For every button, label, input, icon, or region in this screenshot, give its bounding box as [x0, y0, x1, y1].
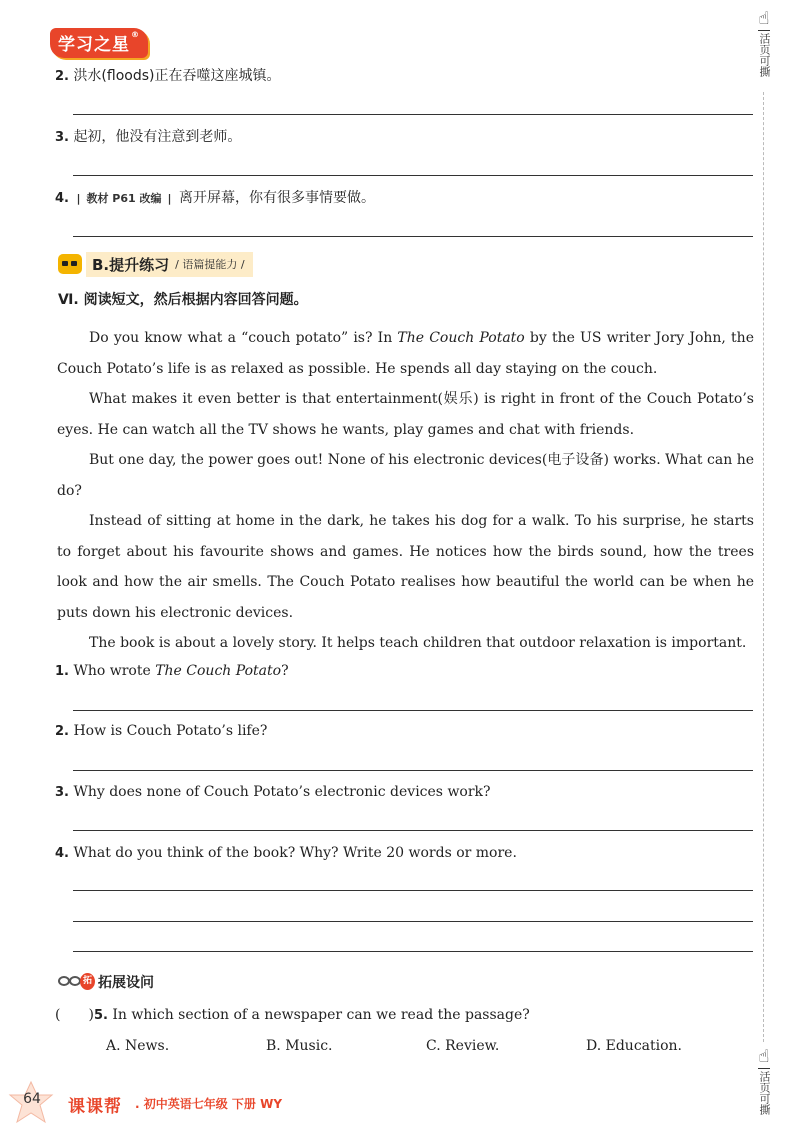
paragraph-5: The book is about a lovely story. It helps teach children that outdoor relaxation is important.: [89, 635, 747, 651]
source-tag: 教材 P61 改编: [86, 192, 162, 205]
answer-line[interactable]: [73, 770, 753, 771]
footer-brand: 课课帮: [68, 1097, 122, 1117]
tear-line: [763, 92, 764, 1042]
option-a[interactable]: A. News.: [106, 1038, 170, 1054]
answer-line[interactable]: [73, 921, 753, 922]
paragraph-1: Do you know what a “couch potato” is? In The Couch Potato by the US writer Jory John, the Couch Potato’s life is as relaxed as possible. He spends all day staying on the couch.: [57, 330, 754, 377]
mcq-question-5: ( )5. In which section of a newspaper can we read the passage?: [55, 1007, 530, 1023]
sunglasses-icon: [58, 254, 82, 274]
page-number: 64: [23, 1091, 41, 1107]
hand-icon: ☝: [758, 8, 770, 29]
brand-name: 学习之星: [58, 35, 130, 55]
glasses-icon: [58, 972, 94, 992]
reading-passage: [57, 323, 754, 659]
answer-line[interactable]: [73, 951, 753, 952]
extension-heading: [58, 972, 154, 992]
book-title: The Couch Potato: [397, 330, 525, 346]
answer-line[interactable]: [73, 830, 753, 831]
extension-title: 拓展设问: [98, 975, 154, 991]
side-tab-label: 活页可撕: [758, 1068, 770, 1115]
translation-question-2: 2. 洪水(floods)正在吞噬这座城镇。: [55, 68, 281, 84]
paragraph-2: What makes it even better is that entertainment(娱乐) is right in front of the Couch Potato’s eyes. He can watch all the TV shows he wants, play games and chat with friends.: [57, 391, 754, 438]
page-footer: [0, 1080, 800, 1130]
translation-question-3: 3. 起初，他没有注意到老师。: [55, 129, 242, 145]
paragraph-3: But one day, the power goes out! None of his electronic devices(电子设备) works. What can he do?: [57, 452, 754, 499]
translation-question-4: 4. | 教材 P61 改编 | 离开屏幕，你有很多事情要做。: [55, 190, 375, 206]
section-b-heading: [58, 252, 253, 276]
reading-question-3: 3. Why does none of Couch Potato’s electronic devices work?: [55, 784, 491, 800]
section-subtitle: / 语篇提能力 /: [175, 258, 245, 271]
reading-question-1: 1. Who wrote The Couch Potato?: [55, 663, 289, 679]
hand-icon: ☝: [758, 1046, 770, 1067]
side-tab-top: [750, 10, 778, 77]
option-d[interactable]: D. Education.: [586, 1038, 683, 1054]
answer-line[interactable]: [73, 710, 753, 711]
answer-bracket[interactable]: ( ): [55, 1007, 94, 1023]
reading-question-2: 2. How is Couch Potato’s life?: [55, 723, 268, 739]
option-b[interactable]: B. Music.: [266, 1038, 333, 1054]
task-heading: Ⅵ. 阅读短文，然后根据内容回答问题。: [58, 292, 308, 308]
answer-line[interactable]: [73, 890, 753, 891]
answer-line[interactable]: [73, 175, 753, 176]
reading-question-4: 4. What do you think of the book? Why? Write 20 words or more.: [55, 845, 517, 861]
option-c[interactable]: C. Review.: [426, 1038, 500, 1054]
paragraph-4: Instead of sitting at home in the dark, he takes his dog for a walk. To his surprise, he starts to forget about his favourite shows and games. He notices how the birds sound, how the trees look and how the air smells. The Couch Potato realises how beautiful the world can be when he puts down his electronic devices.: [57, 513, 754, 621]
brand-registered-mark: ®: [131, 30, 140, 39]
side-tab-label: 活页可撕: [758, 30, 770, 77]
brand-logo: [50, 28, 148, 58]
footer-book-title: . 初中英语七年级 下册 WY: [135, 1097, 283, 1111]
extension-badge: 拓: [80, 973, 95, 990]
answer-line[interactable]: [73, 236, 753, 237]
answer-line[interactable]: [73, 114, 753, 115]
section-title: B.提升练习: [92, 255, 170, 274]
